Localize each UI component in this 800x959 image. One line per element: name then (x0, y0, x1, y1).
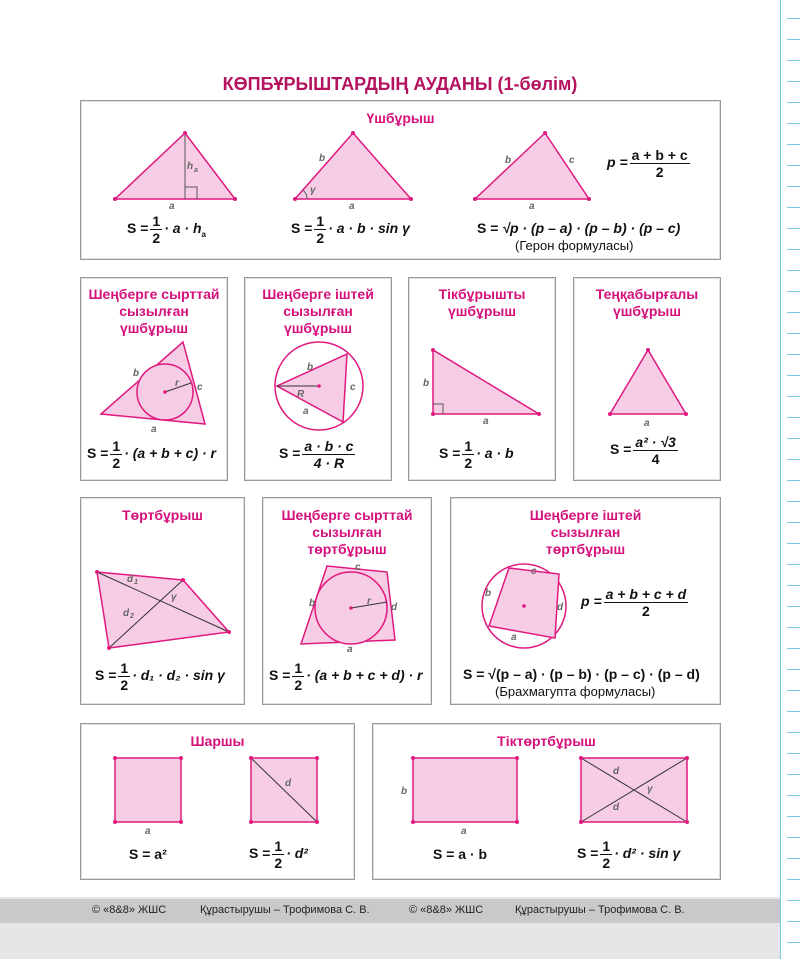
label-a: a (169, 201, 175, 212)
margin-tick (787, 186, 800, 187)
label-c: c (350, 382, 356, 393)
panel-title: Тікбұрышты үшбұрыш (438, 286, 526, 319)
area-side-formula: S = a² (129, 846, 167, 862)
label-d2: d (123, 608, 130, 619)
label-gamma: γ (171, 592, 177, 603)
footer-author: Құрастырушы – Трофимова С. В. (515, 904, 685, 916)
label-b: b (307, 362, 314, 373)
brahmagupta-note: (Брахмагупта формуласы) (495, 684, 656, 699)
panel-title: Шеңберге іштей сызылған үшбұрыш (262, 286, 374, 336)
rectangle-diagonals-figure (579, 756, 691, 832)
label-d: d (613, 802, 620, 813)
square-diagonal-figure (249, 756, 321, 836)
panel-inscribed-triangle (244, 277, 392, 481)
margin-tick (787, 627, 800, 628)
panel-triangle (80, 100, 721, 260)
heron-formula: S = √p · (p – a) · (p – b) · (p – c) (477, 220, 681, 236)
label-d: d (285, 778, 292, 789)
incircle-quadrilateral-figure (295, 564, 405, 654)
area-formula: S = $\frac{1}{2}$ · (a + b + c) · r (87, 438, 217, 471)
label-r: r (367, 596, 371, 607)
margin-tick (787, 606, 800, 607)
margin-tick (787, 102, 800, 103)
label-a: a (644, 418, 650, 429)
circumcircle-quadrilateral-figure (481, 562, 571, 654)
margin-tick (787, 375, 800, 376)
margin-tick (787, 879, 800, 880)
triangle-sine-figure (291, 131, 421, 211)
page-title: КӨПБҰРЫШТАРДЫҢ АУДАНЫ (1-бөлім) (222, 74, 578, 94)
label-b: b (309, 598, 316, 609)
panel-title: Үшбұрыш (366, 110, 435, 126)
label-a: a (511, 632, 517, 643)
area-sides-formula: S = a · b (433, 846, 488, 862)
label-a: a (151, 424, 157, 435)
area-formula: S = $\frac{1}{2}$ · d₁ · d₂ · sin γ (95, 660, 225, 693)
panel-title: Тіктөртбұрыш (497, 733, 596, 749)
margin-tick (787, 774, 800, 775)
margin-tick (787, 543, 800, 544)
panel-square (80, 723, 355, 880)
margin-tick (787, 669, 800, 670)
margin-tick (787, 459, 800, 460)
label-d: d (557, 602, 564, 613)
margin-tick (787, 690, 800, 691)
margin-tick (787, 795, 800, 796)
margin-tick (787, 123, 800, 124)
margin-tick (787, 396, 800, 397)
area-formula: S = $\frac{1}{2}$ · (a + b + c + d) · r (269, 660, 423, 693)
margin-tick (787, 438, 800, 439)
label-b: b (401, 786, 408, 797)
margin-tick (787, 165, 800, 166)
margin-tick (787, 312, 800, 313)
panel-title: Шаршы (190, 733, 245, 749)
triangle-height-figure (111, 131, 241, 211)
label-c: c (569, 155, 575, 166)
square-figure (113, 756, 185, 836)
label-a: a (349, 201, 355, 212)
panel-rectangle (372, 723, 721, 880)
label-c: c (197, 382, 203, 393)
label-a: a (303, 406, 309, 417)
area-formula: S = $\frac{1}{2}$ · a · b (439, 438, 514, 471)
panel-title: Шеңберге сырттай сызылған төртбұрыш (281, 507, 413, 557)
panel-circumscribed-triangle (80, 277, 228, 481)
area-height-formula: S = $\frac{1}{2}$ · $a \cdot h_a$ (127, 213, 206, 246)
margin-tick (787, 816, 800, 817)
brahmagupta-formula: S = √(p – a) · (p – b) · (p – c) · (p – d) (463, 666, 700, 682)
semiperimeter-formula: p = $\frac{a + b + c}{2}$ (607, 147, 688, 180)
triangle-heron-figure (471, 131, 601, 211)
panel-right-triangle (408, 277, 556, 481)
heron-note: (Герон формуласы) (515, 238, 634, 253)
label-a: a (145, 826, 151, 837)
panel-title: Теңқабырғалы үшбұрыш (595, 286, 699, 319)
panel-circumscribed-quadrilateral (262, 497, 432, 705)
notebook-margin (780, 0, 800, 959)
quadrilateral-figure (93, 568, 233, 658)
label-b: b (319, 153, 326, 164)
panel-quadrilateral (80, 497, 245, 705)
panel-title: Шеңберге сырттай сызылған үшбұрыш (88, 286, 220, 336)
equilateral-triangle-figure (606, 348, 690, 428)
rectangle-figure (401, 756, 521, 836)
margin-tick (787, 564, 800, 565)
panel-title: Шеңберге іштей сызылған төртбұрыш (529, 507, 642, 557)
margin-tick (787, 60, 800, 61)
area-formula: S = $\frac{\text{a² · √3}}{4}$ (610, 434, 676, 467)
label-r: r (175, 378, 179, 389)
margin-tick (787, 837, 800, 838)
panel-inscribed-quadrilateral (450, 497, 721, 705)
label-a: a (483, 416, 489, 427)
label-a: a (529, 201, 535, 212)
label-b: b (423, 378, 430, 389)
label-b: b (133, 368, 140, 379)
margin-tick (787, 354, 800, 355)
label-b: b (505, 155, 512, 166)
label-h: h (187, 161, 194, 172)
margin-tick (787, 228, 800, 229)
margin-tick (787, 207, 800, 208)
margin-tick (787, 732, 800, 733)
margin-tick (787, 711, 800, 712)
semiperimeter-formula: p = $\frac{a + b + c + d}{2}$ (581, 586, 687, 619)
margin-tick (787, 942, 800, 943)
margin-tick (787, 270, 800, 271)
right-triangle-figure (425, 348, 545, 428)
label-h-sub: a (194, 167, 198, 174)
margin-tick (787, 522, 800, 523)
margin-tick (787, 921, 800, 922)
panel-title: Төртбұрыш (122, 507, 203, 523)
label-c: c (531, 566, 537, 577)
margin-tick (787, 753, 800, 754)
label-a: a (347, 644, 353, 655)
label-gamma: γ (647, 784, 653, 795)
margin-tick (787, 648, 800, 649)
margin-tick (787, 333, 800, 334)
label-d: d (391, 602, 398, 613)
margin-tick (787, 900, 800, 901)
footer-bar (0, 899, 780, 923)
label-d: d (613, 766, 620, 777)
label-a: a (461, 826, 467, 837)
footer-publisher: © «8&8» ЖШС (409, 904, 484, 916)
label-d1-sub: 1 (134, 579, 138, 586)
margin-tick (787, 480, 800, 481)
label-c: c (355, 562, 361, 573)
margin-tick (787, 585, 800, 586)
incircle-triangle-figure (95, 340, 215, 435)
area-formula: S = $\frac{a \cdot b \cdot c}{4 \cdot R}$ (279, 438, 354, 471)
footer-author: Құрастырушы – Трофимова С. В. (200, 904, 370, 916)
label-b: b (485, 588, 492, 599)
margin-tick (787, 417, 800, 418)
label-d1: d (127, 574, 134, 585)
margin-tick (787, 291, 800, 292)
margin-tick (787, 18, 800, 19)
panel-equilateral-triangle (573, 277, 721, 481)
area-diagonal-formula: S = $\frac{1}{2}$ · d² · sin γ (577, 838, 681, 871)
label-d2-sub: 2 (130, 613, 134, 620)
label-gamma: γ (310, 185, 316, 196)
margin-tick (787, 858, 800, 859)
margin-tick (787, 39, 800, 40)
margin-tick (787, 144, 800, 145)
area-sine-formula: S = $\frac{1}{2}$ · a · b · sin γ (291, 213, 410, 246)
area-diagonal-formula: S = $\frac{1}{2}$ · d² (249, 838, 308, 871)
footer-publisher: © «8&8» ЖШС (92, 904, 167, 916)
label-R: R (297, 389, 305, 400)
margin-tick (787, 501, 800, 502)
margin-tick (787, 249, 800, 250)
circumcircle-triangle-figure (273, 342, 373, 432)
